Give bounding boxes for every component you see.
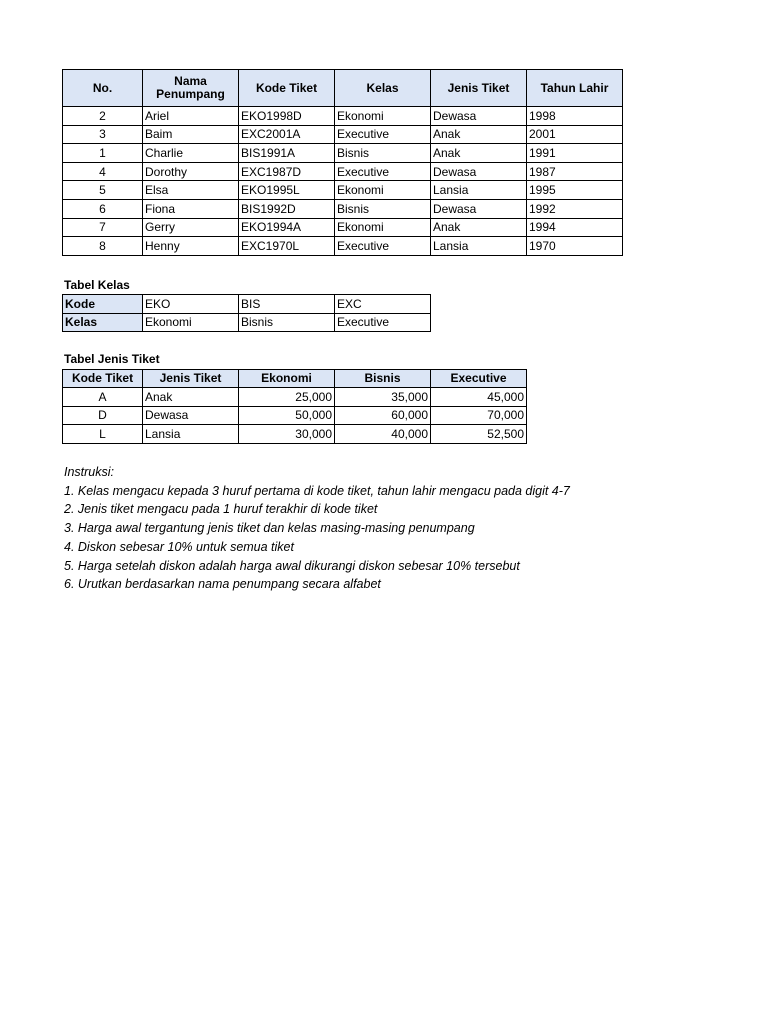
cell-jenis-tiket: Dewasa [431, 199, 527, 218]
header-jenis-tiket: Jenis Tiket [431, 70, 527, 107]
table-row [63, 181, 623, 200]
cell-kelas: Executive [335, 237, 431, 256]
cell-harga-bisnis: 40,000 [335, 425, 431, 444]
cell-kode-tiket: L [63, 425, 143, 444]
cell-no: 1 [63, 144, 143, 163]
cell-jenis-tiket: Dewasa [143, 406, 239, 425]
table-row [63, 125, 623, 144]
cell-kode-tiket: BIS1991A [239, 144, 335, 163]
cell-no: 8 [63, 237, 143, 256]
cell-kelas: Executive [335, 313, 431, 332]
cell-no: 7 [63, 218, 143, 237]
table-row [63, 406, 527, 425]
cell-kode-tiket: EXC1970L [239, 237, 335, 256]
cell-jenis-tiket: Lansia [431, 237, 527, 256]
header-executive: Executive [431, 370, 527, 388]
cell-tahun-lahir: 1995 [527, 181, 623, 200]
cell-kode-tiket: EKO1998D [239, 107, 335, 126]
tabel-kelas-title: Tabel Kelas [64, 278, 130, 292]
passenger-table-header [63, 70, 623, 107]
instructions-title: Instruksi: [64, 465, 115, 479]
tabel-jenis-tiket-header [63, 370, 527, 388]
table-row [63, 162, 623, 181]
cell-jenis-tiket: Anak [431, 144, 527, 163]
cell-nama: Henny [143, 237, 239, 256]
cell-kelas: Bisnis [335, 144, 431, 163]
cell-harga-executive: 52,500 [431, 425, 527, 444]
header-no: No. [63, 70, 143, 107]
cell-kelas: Executive [335, 125, 431, 144]
table-row [63, 107, 623, 126]
cell-no: 2 [63, 107, 143, 126]
instructions [64, 463, 570, 594]
cell-no: 5 [63, 181, 143, 200]
instruction-item: 2. Jenis tiket mengacu pada 1 huruf terakhir di kode tiket [64, 502, 378, 517]
tabel-jenis-tiket-title: Tabel Jenis Tiket [64, 352, 160, 366]
header-tahun-lahir: Tahun Lahir [527, 70, 623, 107]
cell-kelas: Ekonomi [335, 218, 431, 237]
cell-nama: Charlie [143, 144, 239, 163]
cell-kode-tiket: D [63, 406, 143, 425]
table-row [63, 313, 431, 332]
header-kode-tiket: Kode Tiket [63, 370, 143, 388]
header-kode-tiket: Kode Tiket [239, 70, 335, 107]
cell-jenis-tiket: Anak [431, 125, 527, 144]
cell-tahun-lahir: 1994 [527, 218, 623, 237]
cell-kode-tiket: EKO1994A [239, 218, 335, 237]
instruction-item: 3. Harga awal tergantung jenis tiket dan kelas masing-masing penumpang [64, 521, 475, 536]
cell-nama: Gerry [143, 218, 239, 237]
table-row [63, 388, 527, 407]
cell-kelas: Ekonomi [335, 107, 431, 126]
cell-harga-bisnis: 60,000 [335, 406, 431, 425]
cell-kode-tiket: BIS1992D [239, 199, 335, 218]
cell-nama: Ariel [143, 107, 239, 126]
instruction-item: 6. Urutkan berdasarkan nama penumpang secara alfabet [64, 577, 381, 592]
table-row [63, 425, 527, 444]
cell-kode: BIS [239, 295, 335, 314]
cell-harga-ekonomi: 30,000 [239, 425, 335, 444]
row-header-kode: Kode [63, 295, 143, 314]
cell-tahun-lahir: 1998 [527, 107, 623, 126]
header-kelas: Kelas [335, 70, 431, 107]
cell-kode-tiket: A [63, 388, 143, 407]
cell-harga-ekonomi: 25,000 [239, 388, 335, 407]
cell-tahun-lahir: 1970 [527, 237, 623, 256]
cell-kelas: Bisnis [335, 199, 431, 218]
header-bisnis: Bisnis [335, 370, 431, 388]
cell-nama: Fiona [143, 199, 239, 218]
table-row [63, 218, 623, 237]
cell-tahun-lahir: 1992 [527, 199, 623, 218]
cell-kode-tiket: EXC1987D [239, 162, 335, 181]
cell-kelas: Executive [335, 162, 431, 181]
cell-kode-tiket: EXC2001A [239, 125, 335, 144]
header-ekonomi: Ekonomi [239, 370, 335, 388]
cell-harga-ekonomi: 50,000 [239, 406, 335, 425]
instruction-item: 4. Diskon sebesar 10% untuk semua tiket [64, 539, 294, 554]
cell-tahun-lahir: 2001 [527, 125, 623, 144]
row-header-kelas: Kelas [63, 313, 143, 332]
header-jenis-tiket: Jenis Tiket [143, 370, 239, 388]
tabel-jenis-tiket [62, 369, 527, 444]
instruction-item: 5. Harga setelah diskon adalah harga awal dikurangi diskon sebesar 10% tersebut [64, 558, 520, 573]
cell-kelas: Ekonomi [335, 181, 431, 200]
cell-jenis-tiket: Dewasa [431, 162, 527, 181]
cell-nama: Dorothy [143, 162, 239, 181]
cell-nama: Elsa [143, 181, 239, 200]
instruction-item: 1. Kelas mengacu kepada 3 huruf pertama di kode tiket, tahun lahir mengacu pada digit 4-7 [64, 483, 570, 498]
cell-no: 4 [63, 162, 143, 181]
cell-tahun-lahir: 1987 [527, 162, 623, 181]
cell-kode-tiket: EKO1995L [239, 181, 335, 200]
cell-kelas: Ekonomi [143, 313, 239, 332]
cell-no: 3 [63, 125, 143, 144]
table-row [63, 199, 623, 218]
table-row [63, 144, 623, 163]
cell-jenis-tiket: Lansia [431, 181, 527, 200]
passenger-table [62, 69, 623, 256]
tabel-kelas [62, 294, 431, 332]
cell-harga-executive: 70,000 [431, 406, 527, 425]
table-row [63, 237, 623, 256]
cell-jenis-tiket: Anak [143, 388, 239, 407]
table-row [63, 295, 431, 314]
cell-kode: EXC [335, 295, 431, 314]
cell-jenis-tiket: Dewasa [431, 107, 527, 126]
cell-nama: Baim [143, 125, 239, 144]
cell-no: 6 [63, 199, 143, 218]
cell-jenis-tiket: Lansia [143, 425, 239, 444]
cell-kelas: Bisnis [239, 313, 335, 332]
cell-tahun-lahir: 1991 [527, 144, 623, 163]
cell-harga-executive: 45,000 [431, 388, 527, 407]
header-nama-penumpang: Nama Penumpang [143, 70, 239, 107]
cell-harga-bisnis: 35,000 [335, 388, 431, 407]
cell-jenis-tiket: Anak [431, 218, 527, 237]
cell-kode: EKO [143, 295, 239, 314]
